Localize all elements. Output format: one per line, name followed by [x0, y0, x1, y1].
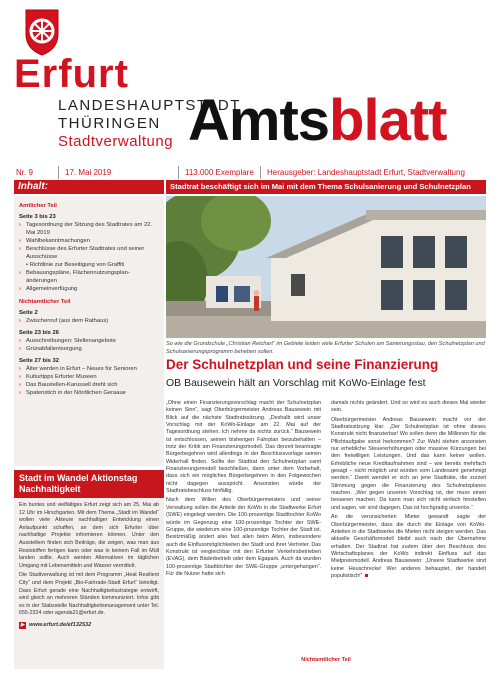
list-item[interactable]: • Richtlinie zur Beseitigung von Graffiti	[26, 262, 125, 268]
article-paragraph: Nach dem Willen des Oberbürgermeisters und seiner Verwaltung sollen die Anteile der KoWo in die Stadtwerke Erfurt (SWE) eingelegt werden. Die 100-prozentige Stadttochter KoWo würde im Gegenzug eine 100-prozentige Tochter der SWE-Gruppe, die wiederum eine 100-prozentige Tochter der Stadt ist. Besitzmäßig ändert also fast allen beim Alten, insbesondere auch die Einflussmöglichkeiten der Stadt und ihrer Vertreter. Das Konstrukt ist vergleichbar mit den Erfurter Verkehrsbetrieben (EVAG), dem Bäderbetrieb oder dem Egapark. Auch da wurden 100-prozentige Stadttöchter der SWE-Gruppe „untergehangen“. Für die Nutzer hatte sich	[166, 497, 321, 577]
article-body	[166, 400, 486, 654]
toc-official-label: Amtlicher Teil	[19, 203, 57, 209]
list-item[interactable]: › Grünabfallentsorgung	[19, 345, 159, 353]
article-column-1	[166, 400, 321, 654]
list-item[interactable]: › Allgemeinverfügung	[19, 285, 159, 293]
toc-list-4	[19, 365, 159, 397]
sidebar-box-body	[14, 498, 164, 669]
school-building-photo	[166, 196, 486, 338]
header-line-landeshauptstadt: LANDESHAUPTSTADT	[58, 97, 241, 114]
article-paragraph	[331, 514, 486, 580]
article-paragraph: Oberbürgermeister Andreas Bausewein macht vor der Stadtratssitzung klar: „Der Schulnetzplan ist ohne dieses Konstrukt nicht finanzierbar! Wo sollen denn die Millionen für die Pflichtaufgabe sonst herkommen? Zur Wahl stehen ansonsten nur erhebliche Steuererhöhungen oder massive Kürzungen bei den freiwilligen Leistungen. Und das kann keiner wollen. Erhebliche neue Kreditaufnahmen sind – wie bereits mehrfach gesagt – nicht möglich und würden vom Landesamt genehmigt werden.“ Damit wendet er sich an jene Stadträte, die zurzeit Stimmung gegen die Finanzierung des Schulnetzplanes machen. „Wer gegen unseren Vorschlag ist, der muss einen besseren machen. Da kann man sich nicht einfach hinstellen und sagen, wir sind dagegen. Das ist hochgradig unseriös.“	[331, 416, 486, 511]
list-item[interactable]: › Spatenstich in der Nördlichen Geraaue	[19, 389, 159, 397]
article-title: Der Schulnetzplan und seine Finanzierung	[166, 357, 439, 372]
toc-section-1: Seite 3 bis 23	[19, 214, 56, 220]
header-line-thueringen: THÜRINGEN	[58, 115, 161, 132]
city-name: Erfurt	[14, 52, 129, 96]
table-of-contents	[14, 196, 164, 466]
lead-headline: Stadtrat beschäftigt sich im Mai mit dem Thema Schulsanierung und Schulnetzplan	[166, 180, 486, 194]
toc-section-4: Seite 27 bis 32	[19, 358, 59, 364]
list-item[interactable]: › Bebauungspläne, Flächennutzungsplan-änderungen	[19, 269, 159, 285]
issue-number: Nr. 9	[16, 168, 33, 177]
masthead-blatt: blatt	[329, 88, 447, 153]
article-column-2	[331, 400, 486, 654]
footer-note: Nichtamtlicher Teil	[301, 657, 351, 663]
toc-section-3: Seite 23 bis 26	[19, 330, 59, 336]
article-paragraph-text: An die verunsicherten Mieter gewandt sagte der Oberbürgermeister, dass die durch die Einlage von KoWo-Anteilen in die Stadtwerke die Mieten nicht steigen werden. Das aktuelle Geschäftsmodell bleibt auch nach der Übernahme erhalten. Der Stadtrat hat zudem über den Beschluss des Wirtschaftsplanes der KoWo indirekt Einfluss auf das Mietpreismodell. Andreas Bausewein: „Unsere Stadtwerke sind keine Heuschrecke! Wer anderes behauptet, der handelt populistisch!“	[331, 514, 486, 579]
sidebar-box-paragraph-2: Die Stadtverwaltung ist mit dem Programm „Heat Resilient City“ und dem Projekt „Bio-Fairtrade-Stadt Erfurt“ beteiligt. Dass Erfurt gerade eine Nachhaltigkeitsstrategie entwirft, wird gleich an mehreren Ständen kommuniziert. Infos gibt es in der Stabsstelle Nachhaltigkeitsmanagement unter Tel. 655-2324 oder agenda21@erfurt.de.	[19, 572, 159, 617]
toc-list-3	[19, 337, 159, 353]
toc-list-1	[19, 221, 159, 293]
toc-title: Inhalt:	[14, 180, 164, 194]
sidebar-box-paragraph-1: Ein buntes und vielfältiges Erfurt zeigt sich am 25. Mai ab 12 Uhr im Hirschgarten. Mit dem Thema „Stadt im Wandel“ wollen viele Akteure nachhaltiger Entwicklung einen Anlaufpunkt schaffen, an dem sich Erfurter über nachhaltige Projekte informieren können. Unter den Ausstellern finden sich Beiträge, die zeigen, was man aus Reststoffen fertigen kann oder was in keinem Fall im Müll landen sollte. Auch werden Alternativen im täglichen Umgang mit Lebensmitteln und Wasser vermittelt.	[19, 502, 159, 569]
list-item[interactable]: › Das Baustellen-Karussell dreht sich	[19, 381, 159, 389]
issue-copies: 113.000 Exemplare	[178, 166, 260, 179]
toc-section-2: Seite 2	[19, 310, 38, 316]
masthead-header	[0, 0, 500, 165]
issue-publisher: Herausgeber: Landeshauptstadt Erfurt, Stadtverwaltung	[260, 166, 471, 179]
list-item[interactable]: › Älter werden in Erfurt – Neues für Senioren	[19, 365, 159, 373]
list-item[interactable]: › Zwischenruf (aus dem Rathaus)	[19, 317, 159, 325]
erfurt-coat-of-arms-icon	[24, 8, 60, 56]
list-item[interactable]: › Beschlüsse des Erfurter Stadtrates und seiner Ausschüsse	[19, 245, 159, 261]
sidebar-box-link[interactable]	[19, 622, 159, 630]
masthead-title	[188, 88, 447, 153]
list-item[interactable]: › Wahlbekanntmachungen	[19, 237, 159, 245]
photo-caption: So wie die Grundschule „Christian Reichart“ im Gebiete leiden viele Erfurter Schulen am Sanierungsstau, den Schulnetzplan und Schulsanierungsprogramm beheben sollen.	[166, 341, 485, 355]
sidebar-box-title: Stadt im Wandel Aktionstag Nachhaltigkeit	[14, 470, 164, 498]
left-column	[14, 196, 164, 666]
issue-date: 17. Mai 2019	[58, 166, 178, 179]
header-line-stadtverwaltung: Stadtverwaltung	[58, 133, 174, 150]
article-paragraph: „Ohne einen Finanzierungsvorschlag macht der Schulnetzplan keinen Sinn“, sagt Oberbürgermeister Andreas Bausewein mit Blick auf die nächste Stadtratssitzung. „Deshalb wird unser Vorschlag mit der KoWo-Einlage am 22. Mai auf der Tagesordnung stehen. Ich nehme da nichts zurück.“ Bausewein ist entschlossen, seinen bisherigen Fahrplan beizubehalten – trotz der Kritik am Finanzierungsmodell. Das derzeit beantragte Bürgerbegehren wird allerdings in der Beschlussvorlage seinen Widerhall finden. Sollte der Stadtrat den Schulnetzplan samt Finanzierungsmodell beschließen, dann unter dem Vorbehalt, dass sich ein mögliches Bürgerbegehren in den Folgewochen nicht dagegen ausspricht. Ansonsten würde der Stadtratsbeschluss hinfällig.	[166, 400, 321, 495]
list-item[interactable]: › Ausschreibungen: Stellenangebote	[19, 337, 159, 345]
toc-unofficial-label: Nichtamtlicher Teil	[19, 299, 71, 305]
list-item[interactable]: › Kulturtipps Erfurter Museen	[19, 373, 159, 381]
end-mark-icon	[365, 574, 368, 577]
issue-info-bar	[14, 166, 486, 179]
sidebar-box-link-text[interactable]: www.erfurt.de/ef132532	[29, 621, 92, 628]
list-item[interactable]: › Tagesordnung der Sitzung des Stadtrates am 22. Mai 2019	[19, 221, 159, 237]
arrow-right-icon: ▶	[20, 622, 25, 629]
article-paragraph: damals nichts geändert. Und so wird es auch dieses Mal wieder sein.	[331, 400, 486, 414]
article-subtitle: OB Bausewein hält an Vorschlag mit KoWo-Einlage fest	[166, 377, 426, 389]
toc-list-2	[19, 317, 159, 325]
masthead-amts: Amts	[188, 88, 330, 153]
